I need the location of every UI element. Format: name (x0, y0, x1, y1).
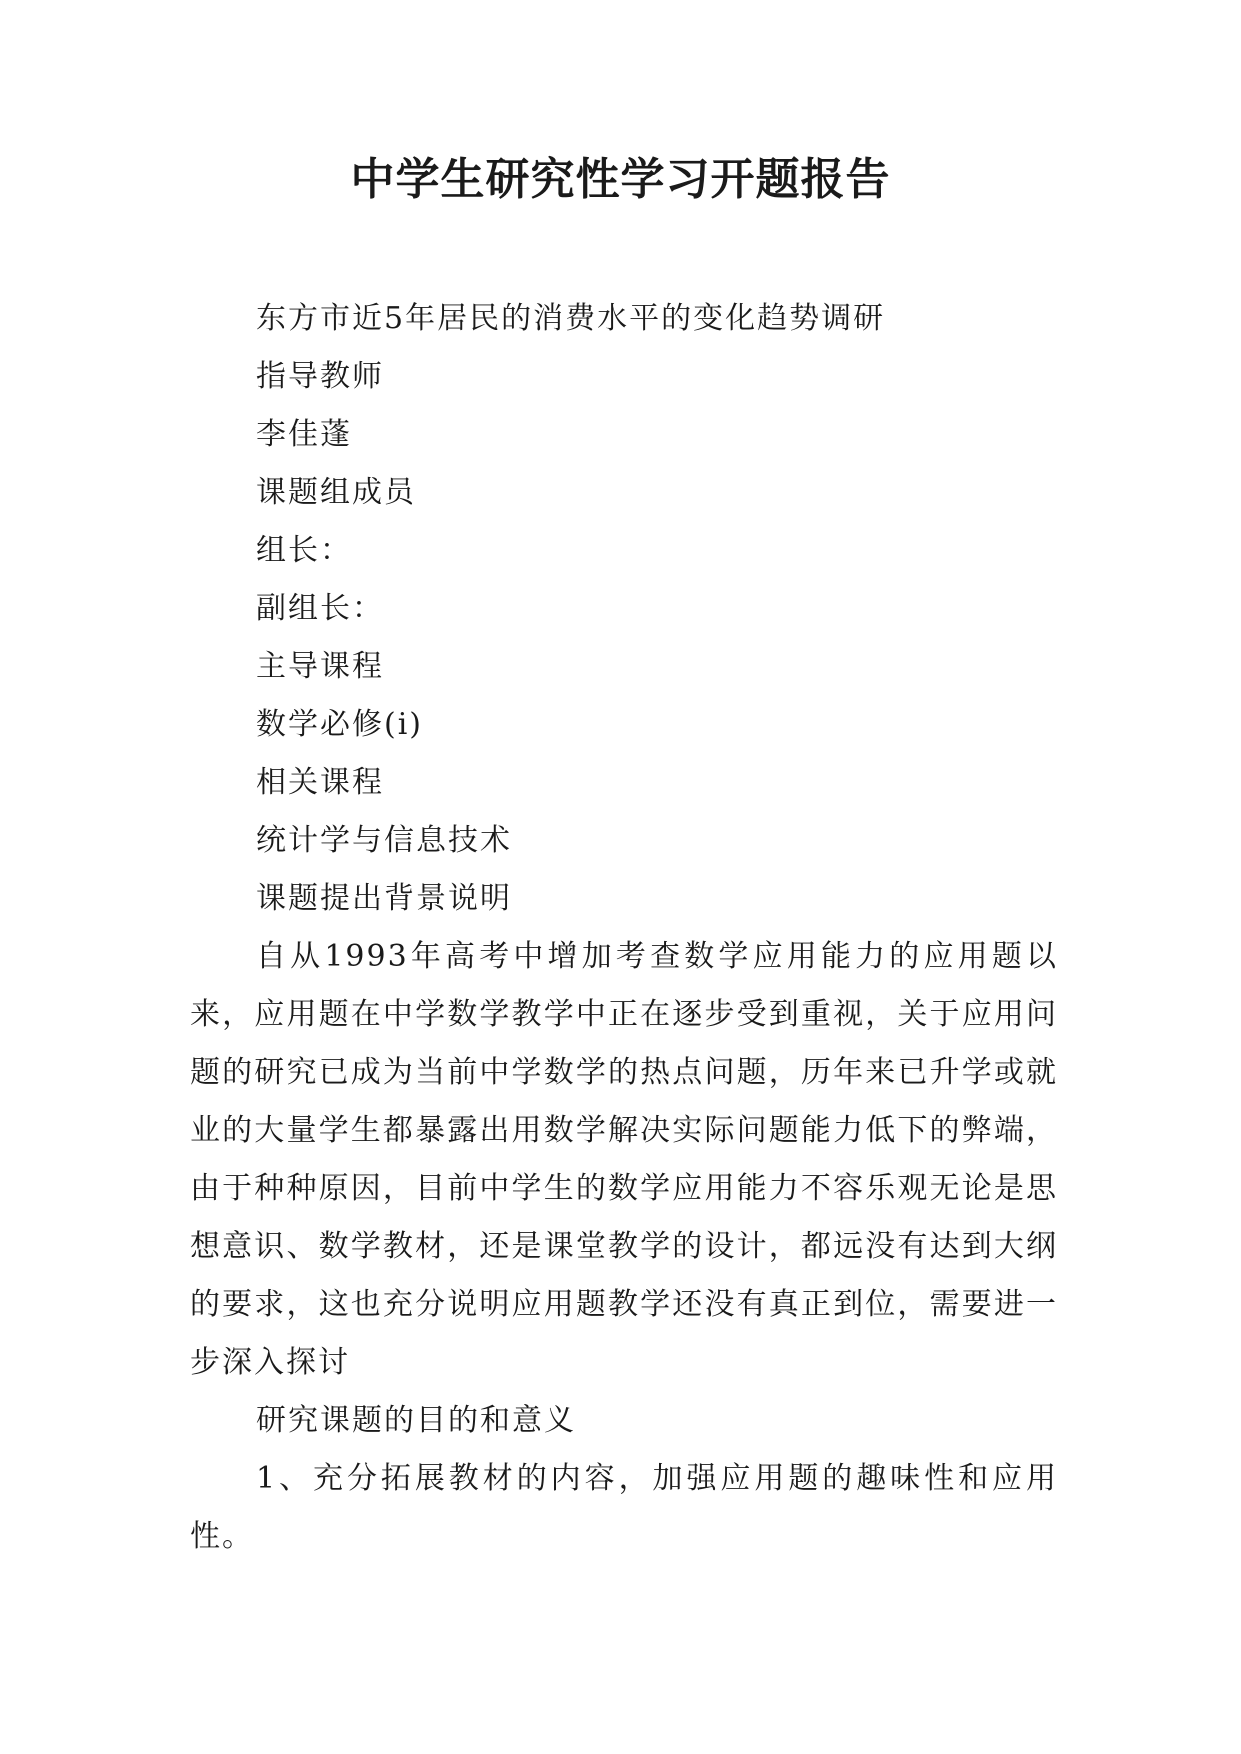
main-course-label: 主导课程 (256, 649, 384, 684)
purpose-heading: 研究课题的目的和意义 (256, 1403, 576, 1438)
purpose-item-1: 1、充分拓展教材的内容，加强应用题的趣味性和应用性。 (190, 1461, 1058, 1554)
advisor-label: 指导教师 (256, 359, 384, 394)
document-body (190, 290, 1058, 1566)
page-title: 中学生研究性学习开题报告 (350, 154, 891, 205)
leader-label: 组长： (256, 533, 352, 568)
background-paragraph: 自从1993年高考中增加考查数学应用能力的应用题以来，应用题在中学数学教学中正在逐步受到重视，关于应用问题的研究已成为当前中学数学的热点问题，历年来已升学或就业的大量学生都暴露出用数学解决实际问题能力低下的弊端，由于种种原因，目前中学生的数学应用能力不容乐观无论是思想意识、数学教材，还是课堂教学的设计，都远没有达到大纲的要求，这也充分说明应用题教学还没有真正到位，需要进一步深入探讨 (190, 939, 1058, 1380)
advisor-name: 李佳蓬 (256, 417, 352, 452)
background-heading: 课题提出背景说明 (256, 881, 512, 916)
members-label: 课题组成员 (256, 475, 416, 510)
main-course-value: 数学必修(i) (256, 707, 424, 742)
related-course-value: 统计学与信息技术 (256, 823, 512, 858)
topic-line: 东方市近5年居民的消费水平的变化趋势调研 (256, 301, 886, 336)
related-course-label: 相关课程 (256, 765, 384, 800)
deputy-leader-label: 副组长： (256, 591, 384, 626)
